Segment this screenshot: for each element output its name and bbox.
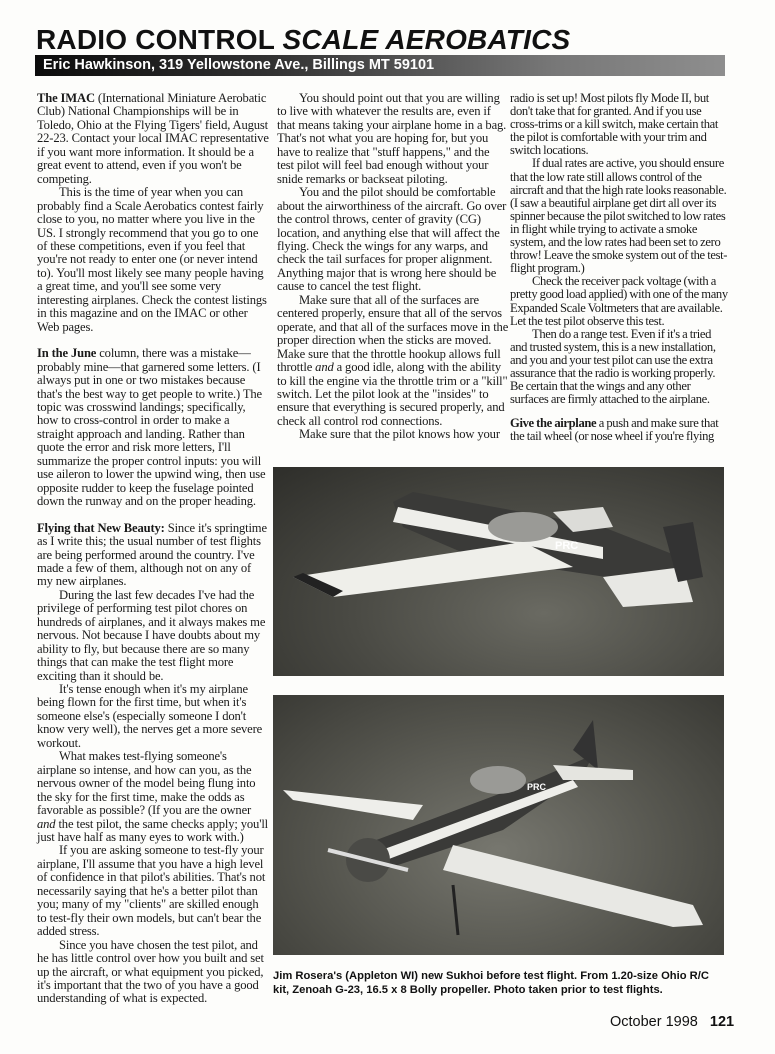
title-plain: RADIO CONTROL [36, 24, 275, 55]
paragraph: Then do a range test. Even if it's a tried and trusted system, this is a new installation, and you and your test pilot can use the extra assurance that the radio is working properly. Be certain that the wings and any other surfaces are firmly attached to the airplane. [510, 326, 716, 407]
paragraph: If you are asking someone to test-fly your airplane, I'll assume that you have a high level of confidence in that pilot's abilities. That's not necessarily saying that he's a better pilot than you; many of my "clients" are skilled enough to test-fly their own models, but can't bear the added stress. [37, 843, 266, 939]
paragraph-lead: In the June [37, 346, 97, 361]
byline-bar [35, 55, 725, 76]
paragraph: radio is set up! Most pilots fly Mode II, but don't take that for granted. And if you use cross-trims or a kill switch, make certain that the pilot is comfortable with your trim and switch locations. [510, 91, 719, 158]
paragraph [510, 417, 728, 443]
paragraph: Since you have chosen the test pilot, and he has little control over how you built and set up the aircraft, or what equipment you picked, it's important that the two of you have a good understanding of what is expected. [37, 937, 264, 1006]
paragraph: You should point out that you are willing to live with whatever the results are, even if that means taking your airplane home in a bag. That's not what you are hoping for, but you have to realize that "stuff happens," and the test pilot will feel bad enough without your snide remarks or backseat piloting. [277, 91, 507, 186]
paragraph-lead: Give the airplane [510, 416, 597, 431]
fuselage-lettering: PRC [527, 782, 547, 792]
photo-airplane-front-view [273, 695, 724, 955]
article-column-1 [37, 92, 269, 1006]
photo-airplane-side-view [273, 467, 724, 676]
paragraph [37, 750, 269, 844]
article-column-3 [510, 92, 728, 443]
paragraph-text: the test pilot, the same checks apply; you'll just have half as many eyes to work with.) [37, 816, 269, 845]
author-byline: Eric Hawkinson, 319 Yellowstone Ave., Billings MT 59101 [43, 57, 435, 73]
paragraph-text: a good idle, along with the ability to kill the engine via the throttle trim or a "kill" switch. Let the pilot look at the "insides" to ensure that everything is secured properly, and check all control rod connections. [277, 360, 508, 428]
column-title [36, 24, 570, 56]
paragraph [277, 294, 509, 429]
emphasis: and [315, 360, 334, 375]
paragraph: You and the pilot should be comfortable about the airworthiness of the aircraft. Go over the control throws, center of gravity (CG) location, and anything else that will affect the flying. Check the wings for any warps, and check the tail surfaces for proper alignment. Anything major that is wrong here should be cause to cancel the test flight. [277, 185, 507, 294]
title-italic: SCALE AEROBATICS [282, 24, 571, 55]
paragraph-text: Since it's springtime as I write this; the usual number of test flights are being performed around the country. I've made a few of them, although not on any of my new airplanes. [37, 520, 267, 589]
paragraph: Make sure that the pilot knows how your [299, 427, 500, 442]
paragraph-text: What makes test-flying someone's airplane so intense, and how can you, as the nervous owner of the model being flung into the sky for the first time, make the odds as favorable as possible? (If you are the owner [37, 749, 256, 818]
paragraph: If dual rates are active, you should ensure that the low rate still allows control of the aircraft and that the high rate looks reasonable. (I saw a beautiful airplane get dirt all over its spinner because the pilot switched to low rates in flight while trying to activate a smoke system, and the low rates had been set to zero throw! Leave the smoke system out of the test-flight program.) [510, 156, 728, 276]
paragraph-text: Make sure that all of the surfaces are centered properly, ensure that all of the servos operate, and that all of the surfaces move in the proper direction when the sticks are moved. Make sure that the throttle hookup allows full throttle [277, 292, 509, 375]
paragraph [37, 347, 269, 508]
emphasis: and [37, 816, 56, 831]
paragraph: This is the time of year when you can probably find a Scale Aerobatics contest fairly close to you, no matter where you live in the US. I strongly recommend that you go to one of these competitions, even if you feel that you're not ready to enter one (or never intend to). You'll most likely see many people having a great time, and you'll see some very interesting airplanes. Check the contest listings in this magazine and on the IMAC or other Web pages. [37, 185, 267, 334]
paragraph-lead: The IMAC [37, 91, 95, 105]
paragraph-text: a push and make sure that the tail wheel (or nose wheel if you're flying [510, 416, 719, 444]
airplane-illustration [273, 695, 724, 955]
paragraph: During the last few decades I've had the privilege of performing test pilot chores on hundreds of airplanes, and it always makes me nervous. Not because I have doubts about my ability to fly, but because there are so many things that can make the test flight more exciting than it should be. [37, 587, 266, 683]
page-number: 121 [709, 1014, 735, 1030]
paragraph: Check the receiver pack voltage (with a pretty good load applied) with one of the many Expanded Scale Voltmeters that are available. Let the test pilot observe this test. [510, 274, 728, 328]
paragraph: It's tense enough when it's my airplane being flown for the first time, but when it's someone else's (especially someone I don't know very well), the nerves get a more severe workout. [37, 682, 263, 750]
issue-date: October 1998 [610, 1014, 698, 1030]
page-footer [610, 1014, 734, 1030]
paragraph [37, 92, 269, 186]
section-heading: Flying that New Beauty: [37, 520, 165, 535]
photo-caption: Jim Rosera's (Appleton WI) new Sukhoi before test flight. From 1.20-size Ohio R/C kit, Zenoah G-23, 16.5 x 8 Bolly propeller. Photo taken prior to test flights. [273, 970, 709, 996]
airplane-illustration [273, 467, 724, 676]
fuselage-lettering: PRC [555, 540, 579, 552]
article-column-2 [277, 92, 509, 442]
paragraph-text: (International Miniature Aerobatic Club) National Championships will be in Toledo, Ohio at the Flying Tigers' field, August 22-23. Contact your local IMAC representative if you want more information. It should be a great event to attend, even if you won't be competing. [37, 91, 269, 186]
paragraph-text: column, there was a mistake—probably mine—that garnered some letters. (I always put in one or two mistakes because that's the best way to get people to write.) The topic was crosswind landings; specifically, how to cross-control in order to make a straight approach and landing. Rather than quote the error and risk more letters, I'll summarize the proper control inputs: you will use aileron to lower the upwind wing, then use opposite rudder to keep the fuselage pointed down the runway and on the proper heading. [37, 346, 266, 509]
paragraph [37, 522, 269, 589]
